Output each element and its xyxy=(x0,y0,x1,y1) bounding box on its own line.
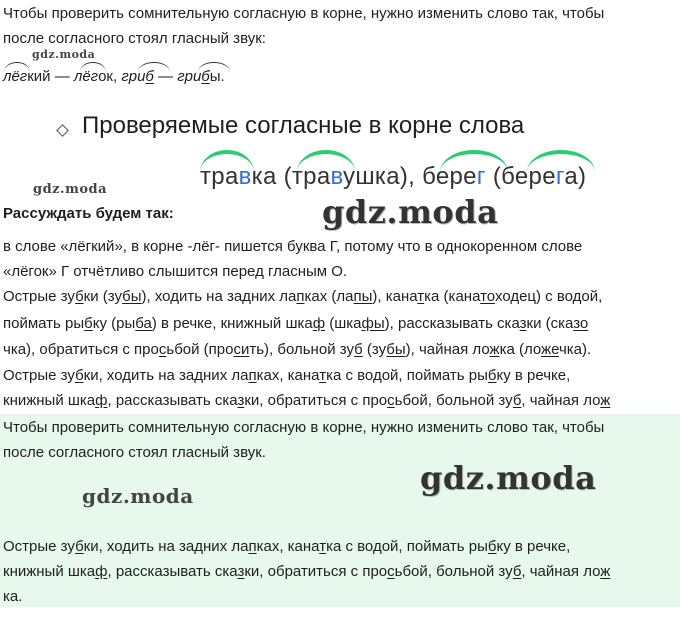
watermark-mid: gdz.moda xyxy=(82,484,194,508)
morph-word-3: гриб xyxy=(121,68,154,85)
block2-rule-1: Чтобы проверить сомнительную согласную в корне, нужно изменить слово так, чтобы xyxy=(3,419,605,436)
answer1-line-3: чка), обратиться с просьбой (просить), больной зуб (зубы), чайная ложка (ложечка). xyxy=(3,341,592,358)
block2-rule-2: после согласного стоял гласный звук. xyxy=(3,444,266,461)
watermark-big-2: gdz.moda xyxy=(420,459,597,497)
rule-line-2: после согласного стоял гласный звук: xyxy=(3,30,266,47)
watermark-small-2: gdz.moda xyxy=(33,182,108,197)
answer2-line-2: книжный шкаф, рассказывать сказки, обратиться с просьбой, больной зуб, чайная лож xyxy=(3,392,611,409)
block2-line-2: книжный шкаф, рассказывать сказки, обратиться с просьбой, больной зуб, чайная лож xyxy=(3,563,611,580)
example-words: травка (травушка), берег (берега) xyxy=(200,163,587,190)
answer1-line-1: Острые зубки (зубы), ходить на задних лапках (лапы), канатка (канатоходец) с водой, xyxy=(3,288,603,305)
watermark-small: gdz.moda xyxy=(32,48,96,61)
morph-root-2: лёг xyxy=(73,68,99,85)
reasoning-line-1: в слове «лёгкий», в корне -лёг- пишется буква Г, потому что в однокоренном слове xyxy=(3,238,583,255)
block2-line-1: Острые зубки, ходить на задних лапках, канатка с водой, поймать рыбку в речке, xyxy=(3,538,571,555)
morph-end-4: ы. xyxy=(209,68,225,85)
watermark-big-1: gdz.moda xyxy=(322,193,499,231)
morph-root-1: лёг xyxy=(3,68,28,85)
morph-end-2: ок, xyxy=(98,68,118,85)
morph-examples xyxy=(3,65,225,89)
morph-word-4: гриб xyxy=(177,68,210,85)
block2-line-3: ка. xyxy=(3,588,23,605)
answer2-line-1: Острые зубки, ходить на задних лапках, канатка с водой, поймать рыбку в речке, xyxy=(3,367,571,384)
dash: — xyxy=(50,68,74,85)
reasoning-line-2: «лёгок» Г отчётливо слышится перед гласным О. xyxy=(3,263,348,280)
diamond-bullet-icon xyxy=(56,124,69,137)
section-title: Проверяемые согласные в корне слова xyxy=(82,112,525,139)
dash: — xyxy=(153,68,178,85)
reasoning-label: Рассуждать будем так: xyxy=(3,205,174,222)
answer1-line-2: поймать рыбку (рыба) в речке, книжный шкаф (шкафы), рассказывать сказки (сказо xyxy=(3,315,589,332)
rule-line-1: Чтобы проверить сомнительную согласную в корне, нужно изменить слово так, чтобы xyxy=(3,5,605,22)
morph-end-1: кий xyxy=(27,68,51,85)
